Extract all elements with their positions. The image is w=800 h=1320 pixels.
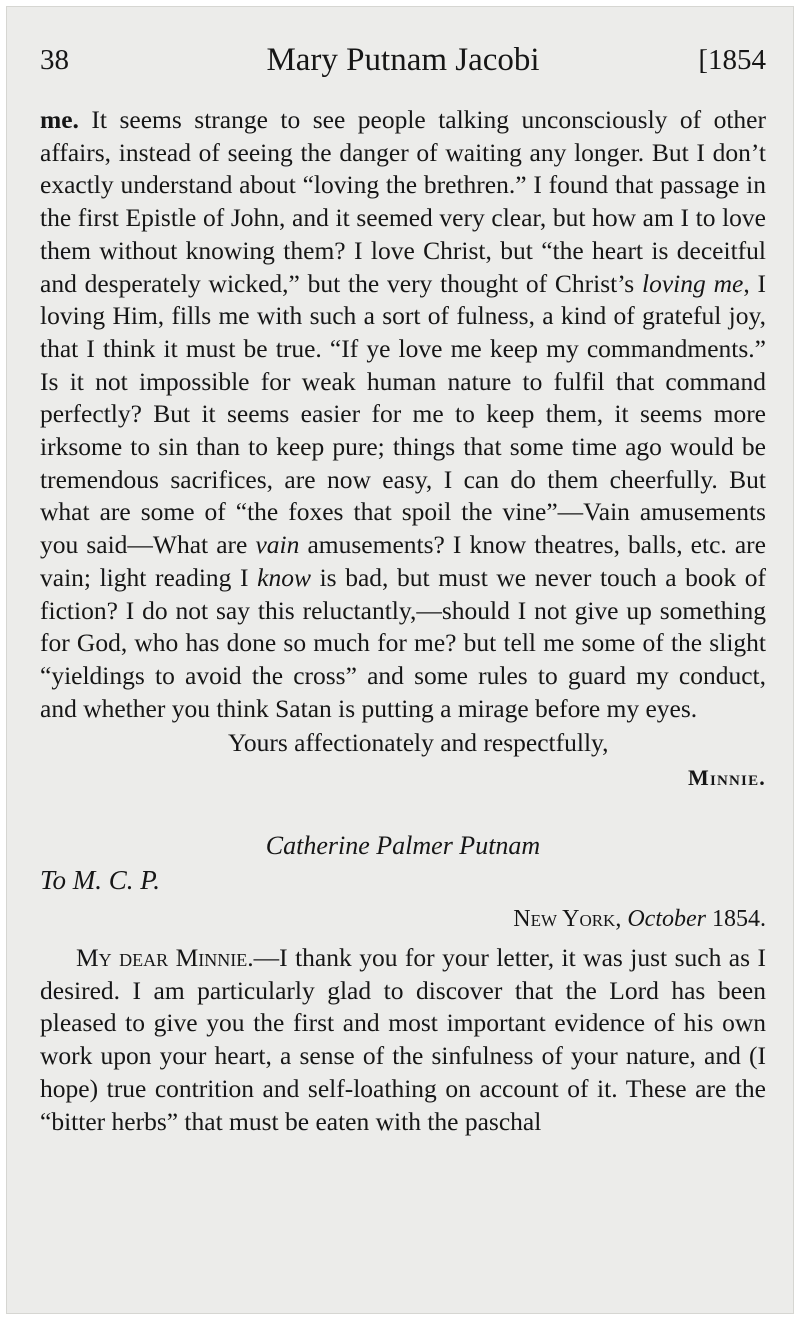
book-page [6,6,794,1314]
running-head [40,38,766,82]
running-head-year: [1854 [698,44,766,76]
second-letter-paragraph [40,942,766,1138]
letter-signature: Minnie. [687,765,766,791]
letter-closing: Yours affectionately and respectfully, [228,728,609,758]
running-head-title: Mary Putnam Jacobi [266,42,540,78]
page-content [40,38,766,1138]
letter-author-heading: Catherine Palmer Putnam [265,831,541,861]
letter-body [40,104,766,725]
dateline-place: New York, [513,906,622,933]
dateline-year: 1854. [712,906,766,933]
letter-paragraph-text: It seems strange to see people talking unconsciously of other affairs, instead of seeing the danger of waiting any longer. But I don’t exactly understand about “loving the brethren.” I found that passage in the first Epistle of John, and it seemed very clear, but how am I to love them without knowing them? I love Christ, but “the heart is deceitful and desperately wicked,” but the very thought of Christ’s loving me, I loving Him, fills me with such a sort of fulness, a kind of grateful joy, that I think it must be true. “If ye love me keep my commandments.” Is it not impossible for weak human nature to fulfil that command perfectly? But it seems easier for me to keep them, it seems more irksome to sin than to keep pure; things that some time ago would be tremendous sacrifices, are now easy, I can do them cheerfully. But what are some of “the foxes that spoil the vine”—Vain amusements you said—What are vain amusements? I know theatres, balls, etc. are vain; light reading I know is bad, but must we never touch a book of fiction? I do not say this reluctantly,—should I not give up something for God, who has done so much for me? but tell me some of the slight “yieldings to avoid the cross” and some rules to guard my conduct, and whether you think Satan is putting a mirage before my eyes. [40,105,767,723]
letter-dateline [40,902,766,936]
letter-paragraph [40,104,766,725]
letter-recipient: To M. C. P. [40,865,161,896]
dateline-month: October [627,906,706,933]
second-letter-text: —I thank you for your letter, it was just such as I desired. I am particularly glad to discover that the Lord has been pleased to give you the first and most important evidence of his own work upon your heart, a sense of the sinfulness of your nature, and (I hope) true contrition and self-loathing on account of it. These are the “bitter herbs” that must be eaten with the paschal [40,943,766,1136]
lead-word: me. [40,105,79,134]
second-letter-body [40,942,766,1138]
salutation: My dear Minnie. [76,943,254,973]
page-number: 38 [40,44,69,76]
